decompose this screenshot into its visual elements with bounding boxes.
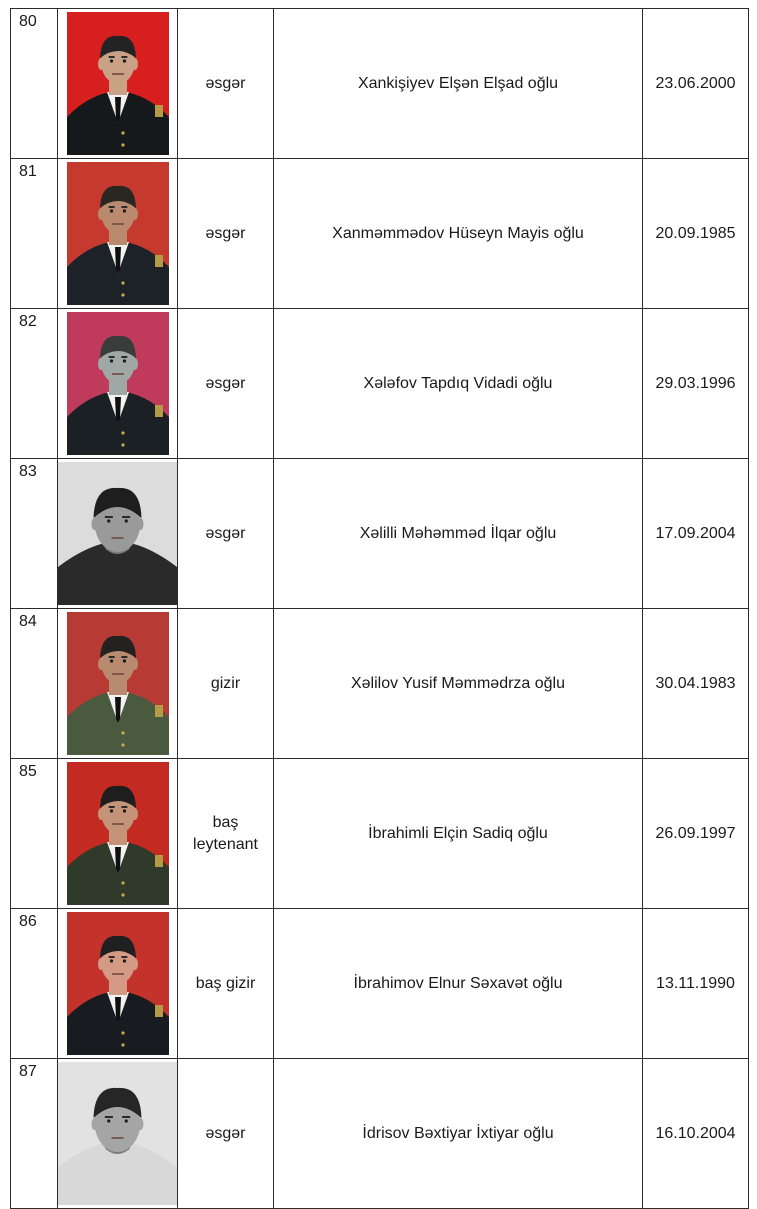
photo-cell [58, 159, 178, 309]
rank-cell: əsgər [178, 309, 274, 459]
portrait-image [67, 12, 169, 155]
table-row [11, 159, 749, 309]
table-row [11, 759, 749, 909]
photo-cell [58, 459, 178, 609]
rank-cell: əsgər [178, 9, 274, 159]
name-cell: Xəlilov Yusif Məmmədrza oğlu [274, 609, 643, 759]
photo-cell [58, 759, 178, 909]
name-cell: İbrahimli Elçin Sadiq oğlu [274, 759, 643, 909]
photo-cell [58, 609, 178, 759]
portrait [58, 462, 177, 605]
name-cell: İbrahimov Elnur Səxavət oğlu [274, 909, 643, 1059]
portrait [67, 912, 169, 1055]
row-number: 84 [11, 609, 58, 759]
portrait-image [67, 762, 169, 905]
name-cell: Xanməmmədov Hüseyn Mayis oğlu [274, 159, 643, 309]
photo-cell [58, 309, 178, 459]
portrait [58, 1062, 177, 1205]
birthdate-cell: 29.03.1996 [643, 309, 749, 459]
roster-body [11, 9, 749, 1209]
table-row [11, 1059, 749, 1209]
portrait-image [58, 462, 177, 605]
birthdate-cell: 23.06.2000 [643, 9, 749, 159]
row-number: 87 [11, 1059, 58, 1209]
birthdate-cell: 30.04.1983 [643, 609, 749, 759]
row-number: 80 [11, 9, 58, 159]
birthdate-cell: 26.09.1997 [643, 759, 749, 909]
photo-cell [58, 1059, 178, 1209]
name-cell: Xəlilli Məhəmməd İlqar oğlu [274, 459, 643, 609]
photo-cell [58, 9, 178, 159]
portrait-image [67, 612, 169, 755]
portrait [67, 312, 169, 455]
rank-cell: baş leytenant [178, 759, 274, 909]
table-row [11, 909, 749, 1059]
row-number: 83 [11, 459, 58, 609]
name-cell: İdrisov Bəxtiyar İxtiyar oğlu [274, 1059, 643, 1209]
table-row [11, 309, 749, 459]
birthdate-cell: 17.09.2004 [643, 459, 749, 609]
table-row [11, 459, 749, 609]
portrait-image [58, 1062, 177, 1205]
row-number: 81 [11, 159, 58, 309]
portrait-image [67, 312, 169, 455]
portrait [67, 12, 169, 155]
birthdate-cell: 16.10.2004 [643, 1059, 749, 1209]
rank-cell: baş gizir [178, 909, 274, 1059]
row-number: 85 [11, 759, 58, 909]
portrait [67, 162, 169, 305]
table-row [11, 609, 749, 759]
rank-cell: əsgər [178, 459, 274, 609]
birthdate-cell: 13.11.1990 [643, 909, 749, 1059]
portrait-image [67, 162, 169, 305]
portrait-image [67, 912, 169, 1055]
photo-cell [58, 909, 178, 1059]
row-number: 86 [11, 909, 58, 1059]
portrait [67, 762, 169, 905]
name-cell: Xələfov Tapdıq Vidadi oğlu [274, 309, 643, 459]
table-row [11, 9, 749, 159]
rank-cell: gizir [178, 609, 274, 759]
rank-cell: əsgər [178, 1059, 274, 1209]
birthdate-cell: 20.09.1985 [643, 159, 749, 309]
portrait [67, 612, 169, 755]
name-cell: Xankişiyev Elşən Elşad oğlu [274, 9, 643, 159]
rank-cell: əsgər [178, 159, 274, 309]
row-number: 82 [11, 309, 58, 459]
casualty-roster-table [10, 8, 749, 1209]
